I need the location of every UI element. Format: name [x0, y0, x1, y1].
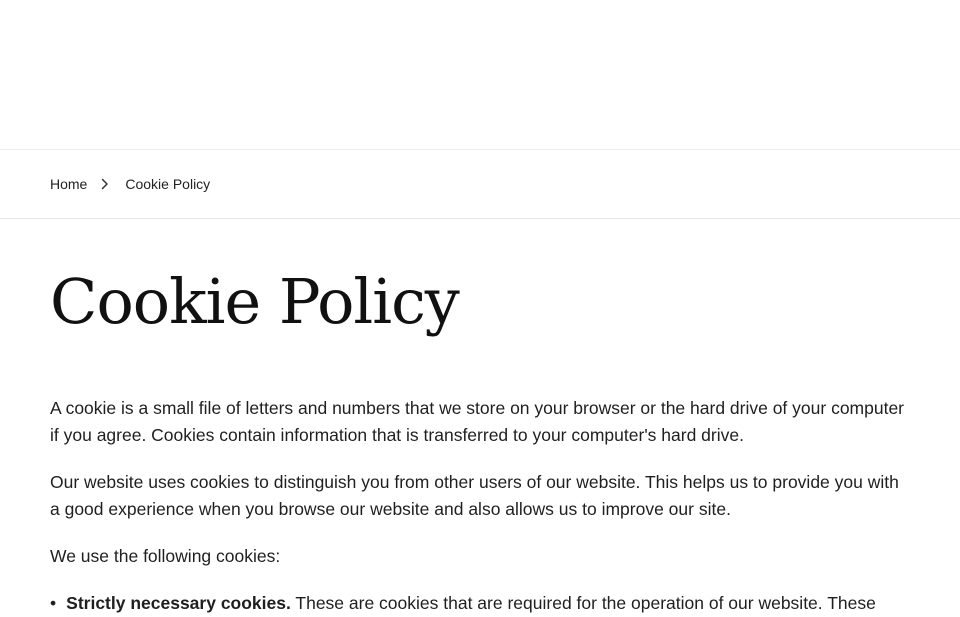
chevron-right-icon: [101, 178, 109, 190]
policy-paragraph: A cookie is a small file of letters and numbers that we store on your browser or the hard drive of your computer if you agree. Cookies contain information that is transferred to your computer's hard drive.: [50, 398, 905, 445]
page-title: Cookie Policy: [50, 265, 459, 338]
main-content: [0, 265, 960, 617]
cookie-type-term: Strictly necessary cookies.: [66, 593, 291, 613]
cookie-list: [50, 590, 910, 617]
breadcrumb: [0, 150, 960, 219]
policy-paragraph: Our website uses cookies to distinguish you from other users of our website. This helps us to provide you with a good experience when you browse our website and also allows us to improve our site.: [50, 472, 899, 519]
cookie-type-description: These are cookies that are required for the operation of our website. These: [290, 593, 876, 613]
site-header: [0, 0, 960, 150]
breadcrumb-current: Cookie Policy: [125, 176, 211, 192]
policy-paragraph: We use the following cookies:: [50, 546, 281, 566]
list-item: [66, 590, 910, 617]
breadcrumb-home-link[interactable]: Home: [50, 176, 88, 192]
policy-body: [50, 395, 910, 617]
